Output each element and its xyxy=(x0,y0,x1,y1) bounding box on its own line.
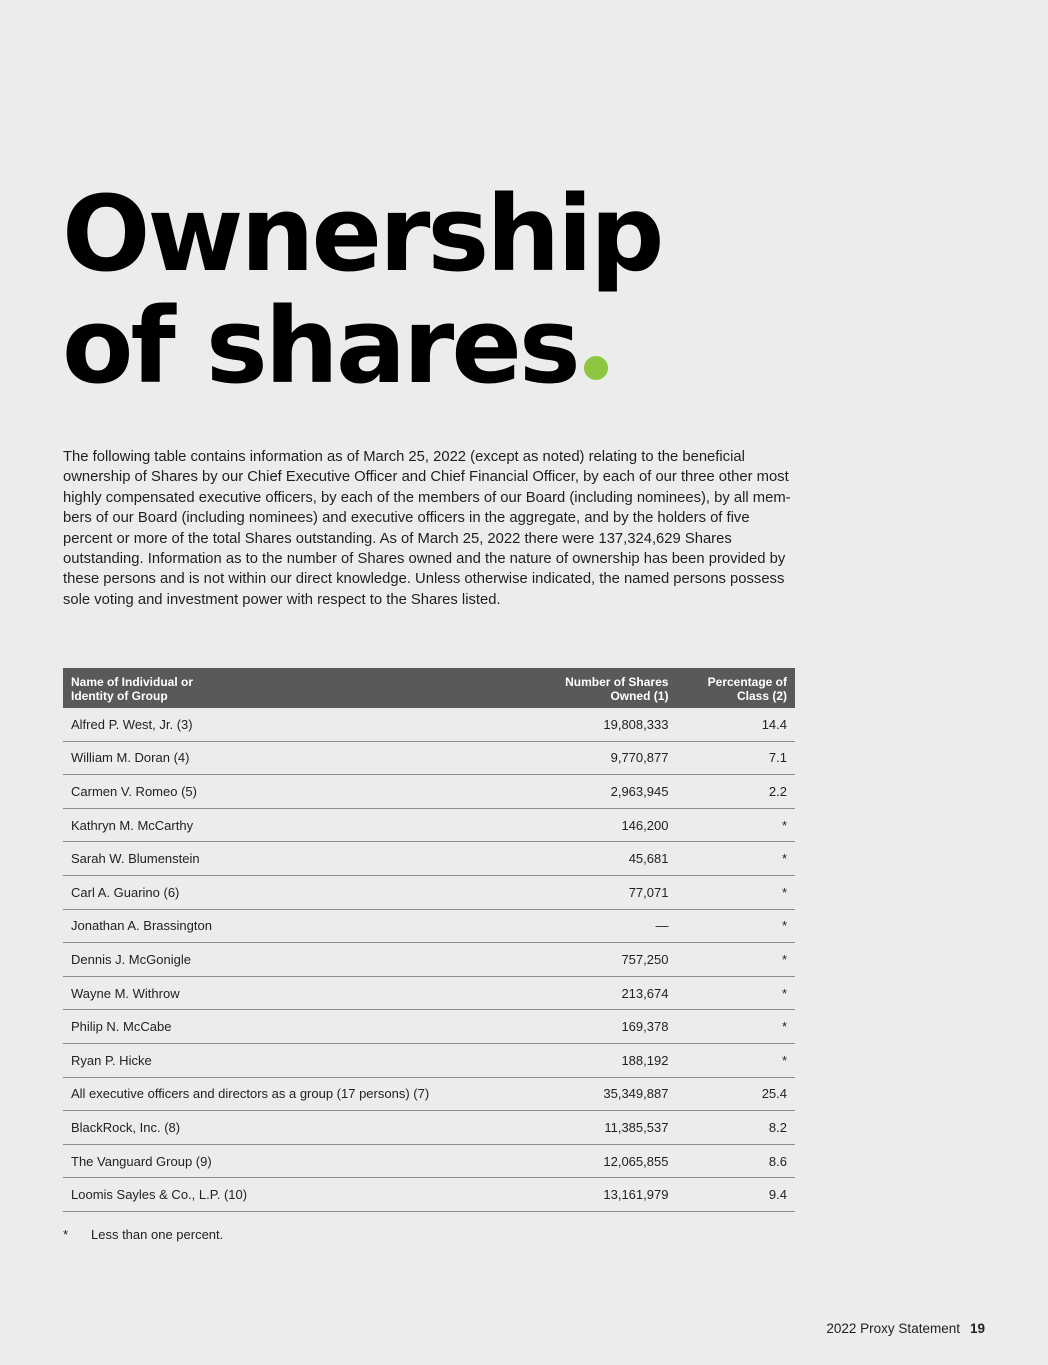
page-footer xyxy=(826,1321,985,1336)
cell-name: All executive officers and directors as a group (17 persons) (7) xyxy=(63,1077,528,1111)
header-percentage-line-2: Class (2) xyxy=(736,688,787,703)
table-row xyxy=(63,1043,795,1077)
cell-name: Wayne M. Withrow xyxy=(63,976,528,1010)
cell-percentage: * xyxy=(676,875,795,909)
cell-shares: 2,963,945 xyxy=(528,775,676,809)
table-row xyxy=(63,1077,795,1111)
ownership-table xyxy=(63,668,795,1212)
table-header-row xyxy=(63,668,795,708)
header-name xyxy=(63,668,528,708)
table-row xyxy=(63,842,795,876)
cell-shares: 13,161,979 xyxy=(528,1178,676,1212)
table-row xyxy=(63,1144,795,1178)
cell-percentage: 8.2 xyxy=(676,1111,795,1145)
cell-name: The Vanguard Group (9) xyxy=(63,1144,528,1178)
table-row xyxy=(63,943,795,977)
cell-name: Philip N. McCabe xyxy=(63,1010,528,1044)
cell-percentage: 9.4 xyxy=(676,1178,795,1212)
cell-percentage: 7.1 xyxy=(676,741,795,775)
cell-percentage: * xyxy=(676,1010,795,1044)
cell-shares: — xyxy=(528,909,676,943)
cell-percentage: 14.4 xyxy=(676,708,795,741)
table-row xyxy=(63,1010,795,1044)
header-percentage-line-1: Percentage of xyxy=(707,674,787,689)
page-title xyxy=(62,173,662,407)
header-name-line-2: Identity of Group xyxy=(71,688,168,703)
cell-name: William M. Doran (4) xyxy=(63,741,528,775)
page-number: 19 xyxy=(969,1321,985,1336)
cell-name: Loomis Sayles & Co., L.P. (10) xyxy=(63,1178,528,1212)
table-body xyxy=(63,708,795,1211)
cell-percentage: * xyxy=(676,842,795,876)
footnote-text: Less than one percent. xyxy=(91,1227,224,1242)
cell-percentage: 8.6 xyxy=(676,1144,795,1178)
header-percentage xyxy=(676,668,795,708)
cell-name: Carmen V. Romeo (5) xyxy=(63,775,528,809)
table-row xyxy=(63,741,795,775)
cell-name: Alfred P. West, Jr. (3) xyxy=(63,708,528,741)
header-shares-line-1: Number of Shares xyxy=(565,674,669,689)
cell-percentage: * xyxy=(676,943,795,977)
title-line-2 xyxy=(62,285,661,407)
table-row xyxy=(63,875,795,909)
cell-name: Dennis J. McGonigle xyxy=(63,943,528,977)
cell-percentage: * xyxy=(676,909,795,943)
table-row xyxy=(63,775,795,809)
intro-paragraph: The following table contains information as of March 25, 2022 (except as noted) relating to the beneficial ownership of Shares by our Chief Executive Officer and Chief Financial Officer, by each of our three other most highly compensated executive officers, by each of the members of our Board (including nominees), by all mem-bers of our Board (including nominees) and executive officers in the aggregate, and by the holders of five percent or more of the total Shares outstanding. As of March 25, 2022 there were 137,324,629 Shares outstanding. Information as to the number of Shares owned and the nature of ownership has been provided by these persons and is not within our direct knowledge. Unless otherwise indicated, the named persons possess sole voting and investment power with respect to the Shares listed. xyxy=(63,449,791,608)
cell-shares: 12,065,855 xyxy=(528,1144,676,1178)
cell-percentage: * xyxy=(676,976,795,1010)
cell-shares: 188,192 xyxy=(528,1043,676,1077)
cell-name: Ryan P. Hicke xyxy=(63,1043,528,1077)
header-shares xyxy=(528,668,676,708)
cell-percentage: * xyxy=(676,808,795,842)
cell-name: Kathryn M. McCarthy xyxy=(63,808,528,842)
footnote-mark: * xyxy=(63,1227,69,1242)
cell-shares: 19,808,333 xyxy=(528,708,676,741)
cell-name: BlackRock, Inc. (8) xyxy=(63,1111,528,1145)
cell-percentage: 25.4 xyxy=(676,1077,795,1111)
table-row xyxy=(63,976,795,1010)
cell-shares: 146,200 xyxy=(528,808,676,842)
cell-shares: 11,385,537 xyxy=(528,1111,676,1145)
footer-label: 2022 Proxy Statement xyxy=(826,1321,960,1336)
title-line-1: Ownership xyxy=(62,173,662,295)
header-name-line-1: Name of Individual or xyxy=(71,674,194,689)
cell-percentage: 2.2 xyxy=(676,775,795,809)
footnote xyxy=(63,1227,223,1242)
table-row xyxy=(63,1178,795,1212)
cell-shares: 169,378 xyxy=(528,1010,676,1044)
cell-shares: 757,250 xyxy=(528,943,676,977)
table-row xyxy=(63,1111,795,1145)
header-shares-line-2: Owned (1) xyxy=(610,688,669,703)
table-row xyxy=(63,909,795,943)
cell-name: Sarah W. Blumenstein xyxy=(63,842,528,876)
table-row xyxy=(63,808,795,842)
title-line-2-text: of shares xyxy=(62,285,578,407)
table-row xyxy=(63,708,795,741)
cell-percentage: * xyxy=(676,1043,795,1077)
cell-name: Jonathan A. Brassington xyxy=(63,909,528,943)
cell-name: Carl A. Guarino (6) xyxy=(63,875,528,909)
cell-shares: 77,071 xyxy=(528,875,676,909)
cell-shares: 45,681 xyxy=(528,842,676,876)
cell-shares: 35,349,887 xyxy=(528,1077,676,1111)
cell-shares: 9,770,877 xyxy=(528,741,676,775)
accent-dot xyxy=(584,356,608,380)
cell-shares: 213,674 xyxy=(528,976,676,1010)
